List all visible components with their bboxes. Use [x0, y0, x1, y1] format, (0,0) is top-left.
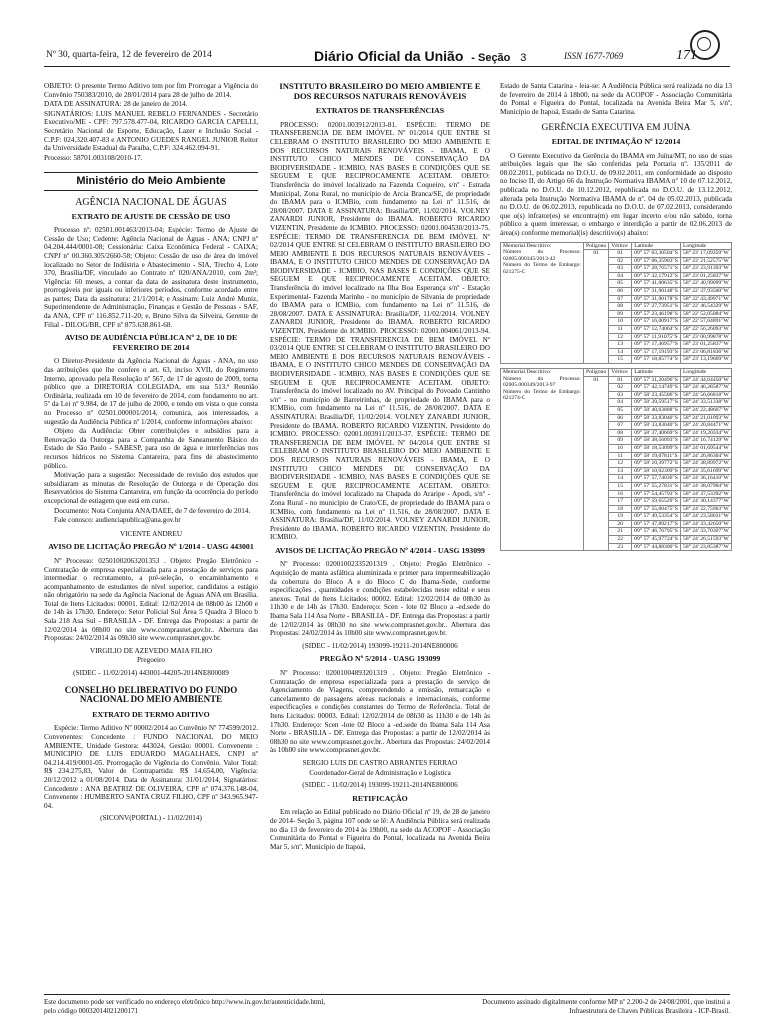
footer-text: Infraestrutura de Chaves Públicas Brasileira - ICP-Brasil. — [569, 1006, 730, 1015]
latitude-cell: 09° 58' 23,45506"S — [632, 391, 681, 399]
vertex-cell: 22 — [609, 536, 632, 544]
vertex-cell: 15 — [609, 356, 632, 364]
signer-name: SERGIO LUIS DE CASTRO ABRANTES FERRAO — [302, 758, 458, 767]
vertex-cell: 03 — [609, 265, 632, 273]
section-title: RETIFICAÇÃO — [352, 793, 408, 803]
column-header: Longitude — [681, 242, 732, 250]
latitude-cell: 09° 57' 46,76795"S — [632, 528, 681, 536]
latitude-cell: 09° 57' 23,46198"S — [632, 310, 681, 318]
coat-of-arms-icon — [690, 30, 720, 60]
longitude-cell: 58° 24' 36,16410"W — [681, 475, 732, 483]
page-footer — [44, 994, 730, 1015]
column-header: Longitude — [681, 369, 732, 377]
latitude-cell: 09° 57' 55,00475"S — [632, 505, 681, 513]
vertex-cell: 09 — [609, 310, 632, 318]
memorial-line: Número do Termo de Embargo: 621275-C — [503, 262, 581, 275]
vertex-cell: 14 — [609, 348, 632, 356]
longitude-cell: 58° 24' 35,61699"W — [681, 467, 732, 475]
section-title: AVISO DE AUDIÊNCIA PÚBLICA Nº 2, DE 10 DE FEVEREIRO DE 2014 — [64, 333, 238, 352]
longitude-cell: 58° 24' 38,07904"W — [681, 482, 732, 490]
latitude-cell: 09° 57' 17,19193"S — [632, 348, 681, 356]
column-header: Polígono — [584, 369, 609, 377]
vertex-cell: 09 — [609, 437, 632, 445]
latitude-cell: 09° 58' 10,39772"S — [632, 460, 681, 468]
footer-text: pelo código 00032014021200171 — [44, 1006, 139, 1015]
sidec-code: (SIDEC - 11/02/2014) 443001-44205-2014NE800089 — [73, 669, 229, 678]
vertex-cell: 15 — [609, 482, 632, 490]
latitude-cell: 09° 58' 38,56093"S — [632, 437, 681, 445]
footer-text: Documento assinado digitalmente conforme MP nº 2.200-2 de 24/08/2001, que institui a — [482, 998, 730, 1006]
vertex-cell: 12 — [609, 460, 632, 468]
vertex-cell: 10 — [609, 444, 632, 452]
polygon-cell: 01 — [584, 376, 609, 551]
column-header: Vértice — [609, 242, 632, 250]
vertex-cell: 16 — [609, 490, 632, 498]
vertex-cell: 01 — [609, 376, 632, 384]
vertex-cell: 10 — [609, 318, 632, 326]
paragraph: SIGNATÁRIOS: LUIS MANUEL REBELO FERNANDES - Secretário Executivo/ME - CPF: 797.578.477-04, RICARDO GARCIA CAPELLI, Secretário Nacional de Esporte, Educação, Lazer e Inclusão Social - C.P.F: 024.320.407-83 e ANTONIO GUEDES RANGEL JUNIOR Reitor da Universidade Estadual da Paraíba, C.P.F: 324.462.094-91. — [44, 109, 258, 153]
vertex-cell: 02 — [609, 384, 632, 392]
journal-name: Diário Oficial da União — [314, 48, 464, 64]
paragraph: Processo nº: 02501.001463/2013-04; Espécie: Termo de Ajuste de Cessão de Uso; Cedente: Agência Nacional de Águas - ANA; CNPJ nº 04.204.444/0001-08; Cessionária: Caixa Econômica Federal - CAIXA; CNPJ nº 00.360.305/2660-58; Objeto: Cessão de uso de área do imóvel localizado no Setor de Indústria e Abastecimento - SIA, Trecho 4, Lote 370, Brasília/DF, vinculado ao Contrato nº 020/ANA/2010, com 2m²; Vigência: 60 meses, a contar da data de assinatura deste instrumento, prorrogáveis por iguais ou inferiores períodos, conforme acordado entre as partes; Data da assinatura: 21/1/2014; e Assinam: Luiz André Muniz, Superintendente de Administração, Finanças e Gestão de Pessoas - SAF, da ANA, CPF nº 116.852.711-20; e, Bruno Silva da Silveira, Gerente de Filial - DILOG/BR, CPF nº 875.638.861-68. — [44, 226, 258, 329]
vertex-cell: 04 — [609, 272, 632, 280]
longitude-cell: 58° 24' 38,89972"W — [681, 460, 732, 468]
vertex-cell: 01 — [609, 250, 632, 258]
vertex-cell: 11 — [609, 452, 632, 460]
memorial-description — [501, 242, 584, 364]
latitude-cell: 09° 58' 40,03888"S — [632, 406, 681, 414]
longitude-cell: 58° 23' 13,19669"W — [681, 356, 732, 364]
memorial-description — [501, 369, 584, 551]
longitude-cell: 58° 22' 52,05084"W — [681, 310, 732, 318]
latitude-cell: 09° 57' 44,88300"S — [632, 543, 681, 551]
column-2 — [270, 82, 490, 852]
vertex-cell: 05 — [609, 280, 632, 288]
longitude-cell: 58° 24' 46,28587"W — [681, 384, 732, 392]
longitude-cell: 58° 23' 23,91393"W — [681, 265, 732, 273]
vertex-cell: 08 — [609, 303, 632, 311]
longitude-cell: 58° 24' 44,64450"W — [681, 376, 732, 384]
latitude-cell: 09° 58' 18,53099"S — [632, 444, 681, 452]
longitude-cell: 58° 24' 33,70307"W — [681, 528, 732, 536]
vertex-cell: 07 — [609, 422, 632, 430]
latitude-cell: 09° 58' 10,02309"S — [632, 467, 681, 475]
column-header: Latitude — [632, 242, 681, 250]
paragraph: Fale conosco: audienciapublica@ana.gov.br — [54, 516, 181, 525]
latitude-cell: 09° 57' 31,20496"S — [632, 376, 681, 384]
vertex-cell: 04 — [609, 399, 632, 407]
vertex-cell: 18 — [609, 505, 632, 513]
longitude-cell: 58° 24' 21,01093"W — [681, 414, 732, 422]
longitude-cell: 58° 22' 46,54329"W — [681, 303, 732, 311]
memorial-line: Número do Processo: 02005.000349/2013-97 — [503, 375, 581, 389]
latitude-cell: 09° 57' 31,90178"S — [632, 295, 681, 303]
paragraph: Processo: 58701.003108/2010-17. — [44, 153, 143, 162]
vertex-cell: 20 — [609, 520, 632, 528]
vertex-cell: 06 — [609, 414, 632, 422]
issue-line: Nº 30, quarta-feira, 12 de fevereiro de 2014 — [46, 50, 212, 60]
paragraph: Nº Processo: 02001002335201319 . Objeto: Pregão Eletrônico - Aquisição de manta asfáltica aluminizada e primer para impermeabilização da cobertura do Bloco A e do Bloco C do Ibama-Sede, conforme especificações , quantidades e condições estabelecidas neste edital e seus anexos. Total de Itens Licitados: 00002. Edital: 12/02/2014 de 08h30 às 11h30 e de 14h às 17h30. Endereço: Scen - lote 02 Bloco a -ed.sede do Ibama Sala 114 Asa Norte - BRASILIA - DF. Entrega das Propostas: a partir de 12/02/2014 às 08h30 no site www.comprasnet.gov.br.. Abertura das Propostas: 24/02/2014 às 10h00 site www.comprasnet.gov.br. — [270, 560, 490, 638]
sidec-code: (SIDEC - 11/02/2014) 193099-19211-2014NE800006 — [302, 781, 458, 790]
latitude-cell: 09° 58' 33,83040"S — [632, 422, 681, 430]
longitude-cell: 58° 24' 01,69544"W — [681, 444, 732, 452]
latitude-cell: 09° 57' 47,89217"S — [632, 520, 681, 528]
column-1 — [44, 82, 258, 824]
memorial-line: Memorial Descritivo: — [503, 369, 552, 375]
memorial-line: Memorial Descritivo: — [503, 242, 552, 249]
section-title: AVISOS DE LICITAÇÃO PREGÃO Nº 4/2014 - UASG 193099 — [275, 545, 485, 555]
page-header — [44, 46, 730, 67]
longitude-cell: 58° 23' 17,09359"W — [681, 250, 732, 258]
longitude-cell: 58° 24' 16,74129"W — [681, 437, 732, 445]
column-header: Latitude — [632, 369, 681, 377]
longitude-cell: 58° 24' 23,85387"W — [681, 543, 732, 551]
sidec-code: (SIDEC - 11/02/2014) 193099-19211-2014NE800006 — [302, 641, 458, 650]
vertex-cell: 05 — [609, 406, 632, 414]
latitude-cell: 09° 58' 39,59517"S — [632, 399, 681, 407]
memorial-table-2 — [500, 368, 732, 551]
latitude-cell: 09° 57' 32,17912"S — [632, 272, 681, 280]
longitude-cell: 58° 22' 57,64891"W — [681, 318, 732, 326]
table-header-row — [501, 242, 732, 250]
vertex-cell: 19 — [609, 513, 632, 521]
page-number: 171 — [676, 48, 697, 63]
agency-title: AGÊNCIA NACIONAL DE ÁGUAS — [75, 196, 227, 208]
longitude-cell: 58° 23' 01,25837"W — [681, 341, 732, 349]
latitude-cell: 09° 57' 27,73951"S — [632, 303, 681, 311]
section-title: EXTRATOS DE TRANSFERÊNCIAS — [315, 106, 445, 116]
vertex-cell: 02 — [609, 257, 632, 265]
latitude-cell: 09° 57' 49,53354"S — [632, 513, 681, 521]
latitude-cell: 09° 57' 28,76571"S — [632, 265, 681, 273]
section-title: EXTRATO DE AJUSTE DE CESSÃO DE USO — [71, 211, 231, 221]
vertex-cell: 17 — [609, 498, 632, 506]
longitude-cell: 58° 24' 22,75963"W — [681, 505, 732, 513]
issn: ISSN 1677-7069 — [564, 51, 624, 61]
paragraph: Espécie: Termo Aditivo Nº 00002/2014 ao Convênio Nº 774599/2012. Convenentes: Concedente : FUNDO NACIONAL DO MEIO AMBIENTE, Unidade Gestora: 443024, Gestão: 00001. Convenente : MUNICIPIO DE LUIS EDUARDO MAGALHAES, CNPJ nº 04.214.419/0001-05. Prorrogação de Vigência do Convênio. Valor Total: R$ 234.275,83, Valor de Contrapartida: R$ 14.654,00, Vigência: 20/12/2012 a 01/08/2014. Data de Assinatura: 31/01/2014, Signatários: Concedente : ANA BEATRIZ DE OLIVEIRA, CPF nº 074.376.148-04, Convenente : HUMBERTO SANTA CRUZ FILHO, CPF nº 343.965.947-04. — [44, 724, 258, 810]
vertex-cell: 06 — [609, 288, 632, 296]
longitude-cell: 58° 22' 40,99099"W — [681, 280, 732, 288]
longitude-cell: 58° 24' 30,14377"W — [681, 498, 732, 506]
paragraph: Motivação para a sugestão: Necessidade de revisão dos estudos que subsidiaram as minutas de Resolução de Outorga e de Operação dos Reservatórios do Sistema Cantareira, em função da ocorrência do período excepcional de estiagem que está em curso. — [44, 471, 258, 505]
longitude-cell: 58° 24' 23,58031"W — [681, 513, 732, 521]
footer-right — [430, 998, 730, 1015]
longitude-cell: 58° 24' 56,66818"W — [681, 391, 732, 399]
latitude-cell: 09° 57' 12,74064"S — [632, 326, 681, 334]
signer-name: VIRGILIO DE AZEVEDO MAIA FILHO — [89, 646, 213, 655]
longitude-cell: 58° 24' 19,20334"W — [681, 429, 732, 437]
latitude-cell: 09° 57' 41,00635"S — [632, 280, 681, 288]
latitude-cell: 09° 57' 45,97724"S — [632, 536, 681, 544]
section-label: - Seção — [471, 52, 511, 64]
vertex-cell: 21 — [609, 528, 632, 536]
longitude-cell: 58° 23' 01,25837"W — [681, 272, 732, 280]
vertex-cell: 03 — [609, 391, 632, 399]
latitude-cell: 09° 58' 19,07811"S — [632, 452, 681, 460]
longitude-cell: 58° 24' 26,86304"W — [681, 452, 732, 460]
latitude-cell: 09° 57' 55,27831"S — [632, 482, 681, 490]
table-header-row — [501, 369, 732, 377]
vertex-cell: 12 — [609, 333, 632, 341]
longitude-cell: 58° 24' 33,42650"W — [681, 520, 732, 528]
longitude-cell: 58° 24' 26,51593"W — [681, 536, 732, 544]
paragraph: OBJETO: O presente Termo Aditivo tem por fim Prorrogar a Vigência do Convênio 750383/2010, de 28/01/2014 para 28 de julho de 2014. — [44, 82, 258, 99]
paragraph: Em relação ao Edital publicado no Diário Oficial nº 19, de 28 de janeiro de 2014- Seção 3, página 107 onde se lê: A Audiência Pública será realizada no dia 13 de fevereiro de 2014 às 19h00, na sede da ACOPOF - Associação Comunitária do Pontal e Figueira do Pontal, localizada na Avenida Beira Mar 5, s/nº, Município de Itapoá, — [270, 808, 490, 851]
paragraph: Estado de Santa Catarina - leia-se: A Audiência Pública será realizada no dia 13 de fevereiro de 2014 à 18h00, na sede da ACOPOF - Associação Comunitária do Pontal e Figueira do Pontal, localizada na Avenida Beira Mar 5, s/nº, Município de Itapoá, Estado de Santa Catarina. — [500, 82, 732, 116]
longitude-cell: 58° 22' 43,49971"W — [681, 295, 732, 303]
latitude-cell: 09° 57' 42,14749"S — [632, 384, 681, 392]
vertex-cell: 08 — [609, 429, 632, 437]
longitude-cell: 58° 24' 22,48607"W — [681, 406, 732, 414]
memorial-line: Número do Termo de Embargo: 621274-C — [503, 388, 581, 402]
footer-left — [44, 998, 344, 1015]
section-title: EXTRATO DE TERMO ADITIVO — [92, 709, 210, 719]
longitude-cell: 58° 23' 21,52575"W — [681, 257, 732, 265]
latitude-cell: 09° 57' 57,74036"S — [632, 475, 681, 483]
polygon-cell: 01 — [584, 250, 609, 364]
latitude-cell: 09° 57' 17,46957"S — [632, 341, 681, 349]
latitude-cell: 09° 57' 16,00917"S — [632, 318, 681, 326]
vertex-cell: 13 — [609, 341, 632, 349]
longitude-cell: 58° 22' 56,26093"W — [681, 326, 732, 334]
paragraph: PROCESSO: 02001.003912/2013-81. ESPÉCIE: TERMO DE TRANSFERENCIA DE BEM IMÓVEL Nº 01/2014 QUE ENTRE SI CELEBRAM O INSTITUTO BRASILEIRO DO MEIO AMBIENTE E DOS RECURSOS NATURAIS RENOVÁVEIS - IBAMA, E O INSTITUTO CHICO MENDES DE CONSERVAÇÃO DA BIODIVERSIDADE - ICMBIO, NAS BASES E CONDIÇÕES QUE SE SEGUEM E QUE RECIPROCAMENTE ACEITAM. OBJETO: Transferência do imóvel localizado na Fazenda Coqueiro, s/nº - Estrada Municipal, Zona Rural, no município de Arcia Branca/SE, de propriedade do IBAMA para o ICMBio, com fundamento na Lei nº 11.516, de 28/08/2007. DATA E ASSINATURA: Brasília/DF, 11/02/2014. VOLNEY ZANARDI JUNIOR, Presidente do IBAMA. ROBERTO RICARDO VIZENTIN, Presidente do ICMBIO. PROCESSO: 02001.004530/2013-75. ESPÉCIE: TERMO DE TRANSFERENCIA DE BEM IMÓVEL Nº 02/2014 QUE ENTRE SI CELEBRAM O INSTITUTO BRASILEIRO DO MEIO AMBIENTE E DOS RECURSOS NATURAIS RENOVÁVEIS - IBAMA, E O INSTITUTO CHICO MENDES DE CONSERVAÇÃO DA BIODIVERSIDADE - ICMBIO, NAS BASES E CONDIÇÕES QUE SE SEGUEM E QUE RECIPROCAMENTE ACEITAM. OBJETO: Transferência do imóvel localizado na Ilha Boa Esperança s/nº - Estação Experimental- Fazenda Marinho - no município de Silvania de propriedade do IBAMA para o ICMBio, com fundamento na Lei nº 11.516, de 28/08/2007. DATA E ASSINATURA: Brasília/DF, 11/02/2014. VOLNEY ZANARDI JUNIOR, Presidente do IBAMA. ROBERTO RICARDO VIZENTIN, Presidente do ICMBIO. PROCESSO: 02001.004061/2013-94. ESPÉCIE: TERMO DE TRANSFERENCIA DE BEM IMÓVEL Nº 03/2014 QUE ENTRE SI CELEBRAM O INSTITUTO BRASILEIRO DO MEIO AMBIENTE E DOS RECURSOS NATURAIS RENOVÁVEIS - IBAMA, E O INSTITUTO CHICO MENDES DE CONSERVAÇÃO DA BIODIVERSIDADE - ICMBIO, NAS BASES E CONDIÇÕES QUE SE SEGUEM E QUE RECIPROCAMENTE ACEITAM. OBJETO: Transferência do imóvel localizado no AV. Principal do Povoado Cantinho s/nº - no município de Barreirinhas, de propriedade do IBAMA para o ICMBio, com fundamento na Lei nº 11.516, de 28/08/2007. DATA E ASSINATURA: Brasília/DF, 11/02/2014. VOLNEY ZANARDI JUNIOR, Presidente do IBAMA. ROBERTO RICARDO VIZENTIN, Presidente do ICMBIO. PROCESSO: 02001.003911/2013-37. ESPÉCIE: TERMO DE TRANSFERENCIA DE BEM IMÓVEL Nº 04/2014 QUE ENTRE SI CELEBRAM O INSTITUTO BRASILEIRO DO MEIO AMBIENTE E DOS RECURSOS NATURAIS RENOVÁVEIS - IBAMA, E O INSTITUTO CHICO MENDES DE CONSERVAÇÃO DA BIODIVERSIDADE - ICMBIO, NAS BASES E CONDIÇÕES QUE SE SEGUEM E QUE RECIPROCAMENTE ACEITAM. OBJETO: Transferência do imóvel localizado na Chapada do Araripe - Apodi, s/nº - Zona Rural - no município de Crato/CE, de propriedade do IBAMA para o ICMBio, com fundamento na Lei nº 11.516, de 28/08/2007. DATA E ASSINATURA: Brasília/DF, 11/02/2014. VOLNEY ZANARDI JUNIOR, Presidente do IBAMA. ROBERTO RICARDO VIZENTIN, Presidente do ICMBIO. — [270, 120, 490, 542]
ministry-title: Ministério do Meio Ambiente — [44, 172, 258, 191]
section-title: AVISO DE LICITAÇÃO PREGÃO Nº 1/2014 - UASG 443001 — [48, 542, 254, 552]
longitude-cell: 58° 24' 20,84471"W — [681, 422, 732, 430]
vertex-cell: 23 — [609, 543, 632, 551]
paragraph: Objeto da Audiência: Obter contribuições e subsídios para a Renovação da Outorga para a Companhia de Saneamento Básico do Estado de São Paulo - SABESP, para uso de água e interferências nos recursos hídricos no Sistema Cantareira, para fins de abastecimento público. — [44, 427, 258, 470]
section-title: PREGÃO Nº 5/2014 - UASG 193099 — [319, 654, 441, 664]
vertex-cell: 11 — [609, 326, 632, 334]
memorial-table-1 — [500, 242, 732, 365]
memorial-line: Número do Processo: 02005.000345/2013-42 — [503, 249, 581, 262]
column-header: Polígono — [584, 242, 609, 250]
paragraph: Nº Processo: 02001004893201319 . Objeto: Pregão Eletrônico - Contratação de empresa especializada para a prestação de serviço de Agenciamento de Viagens, compreendendo a emissão, remarcação e cancelamento de passagens aéreas nacionais e internacionais, conforme especificações e condições constantes do Termo de Referência. Total de Itens Licitados: 00003. Edital: 12/02/2014 de 08h30 às 11h30 e de 14h às 17h30. Endereço: Scen -lote 02 Bloco a -ed.sede do Ibama Sala 114 Asa Norte - BRASILIA - DF. Entrega das Propostas: a partir de 12/02/2014 às 08h30 no site www.comprasnet.gov.br.. Abertura das Propostas: 24/02/2014 às 10h00 site www.comprasnet.gov.br. — [270, 669, 490, 755]
longitude-cell: 58° 24' 37,53392"W — [681, 490, 732, 498]
paragraph: Documento: Nota Conjunta ANA/DAEE, de 7 de fevereiro de 2014. — [54, 506, 251, 515]
longitude-cell: 58° 22' 37,93500"W — [681, 288, 732, 296]
latitude-cell: 09° 58' 33,83040"S — [632, 414, 681, 422]
paragraph: O Gerente Executivo da Gerência do IBAMA em Juína/MT, no uso de suas atribuições legais que lhe são conferidas pela Portaria nº. 135/2011 de 08.02.2011, publicada no D.O.U. de 09.02.2011, em conformidade ao disposto no Inciso II, do Artigo 66 da Instrução Normativa IBAMA nº 10 de 07.12.2012, publicada no D.O.U. de 10.12.2012, republicada no D.O.U. de 13.12.2012, alterada pela Instrução Normativa IBAMA de nº. 04 de 05.02.2013, publicada no D.O.U. de 06.02.2013, republicada no D.O.U. de 07.02.2013, considerando que o(s) infrator(es) se encontra(m) em lugar incerto e/ou não sabido, torna público a quem interessar, o embargo e interdição a partir de 02.06.2013 de área(s) conforme memorial(is) descritivo(s) abaixo: — [500, 151, 732, 237]
section-title: EDITAL DE INTIMAÇÃO Nº 12/2014 — [551, 136, 681, 146]
section-title: GERÊNCIA EXECUTIVA EM JUÍNA — [541, 123, 691, 134]
section-number: 3 — [520, 52, 527, 64]
vertex-cell: 07 — [609, 295, 632, 303]
section-title: CONSELHO DELIBERATIVO DO FUNDO NACIONAL DO MEIO AMBIENTE — [64, 684, 238, 705]
section-title: INSTITUTO BRASILEIRO DO MEIO AMBIENTE E DOS RECURSOS NATURAIS RENOVÁVEIS — [279, 81, 481, 101]
latitude-cell: 09° 57' 11,91075"S — [632, 333, 681, 341]
latitude-cell: 09° 57' 31,90148"S — [632, 288, 681, 296]
column-3 — [500, 82, 732, 551]
longitude-cell: 58° 23' 06,81836"W — [681, 348, 732, 356]
latitude-cell: 09° 58' 37,40669"S — [632, 429, 681, 437]
paragraph: DATA DE ASSINATURA: 28 de janeiro de 2014. — [44, 100, 188, 109]
latitude-cell: 09° 57' 54,45793"S — [632, 490, 681, 498]
signer-role: Coordenador-Geral de Administração e Logística — [309, 768, 451, 777]
paragraph: O Diretor-Presidente da Agência Nacional de Águas - ANA, no uso das atribuições que lhe confere o art. 63, inciso XVII, do Regimento Interno, aprovado pela Resolução nº 567, de 17 de agosto de 2009, torna público que a DIRETORIA COLEGIADA, em sua 513.ª Reunião Ordinária, realizada em 10 de fevereiro de 2014, com fundamento no art. 5º da Lei nº 9.984, de 17 de julho de 2000, e tendo em vista o que consta no Processo nº 02501.000001/2014, comunica, aos interessados, a sugestão da Audiência Pública nº 1/2014, conforme informações abaixo: — [44, 357, 258, 426]
latitude-cell: 09° 57' 59,65529"S — [632, 498, 681, 506]
paragraph: Nº Processo: 02501002063201353 . Objeto: Pregão Eletrônico - Contratação de empresa especializada para a prestação de serviços para intermediar o recrutamento, a pré-seleção, o encaminhamento e acompanhamento de estudantes de nível superior, candidatos a estágio não obrigatório na sede da Agência Nacional de Águas ANA em Brasília. Total de Itens Licitados: 00001. Edital: 12/02/2014 de 08h00 às 12h00 e de 14h às 17h30. Endereço: Setor Policial Sul Área 5 Quadra 3 Bloco b Sala 218 Asa Sul - BRASILIA - DF. Entrega das Propostas: a partir de 12/02/2014 às 08h00 no site www.comprasnet.gov.br.. Abertura das Propostas: 24/02/2014 às 09h30 site www.comprasnet.gov.br. — [44, 556, 258, 643]
signer-role: Pregoeiro — [137, 656, 165, 665]
vertex-cell: 13 — [609, 467, 632, 475]
longitude-cell: 58° 23' 00,99878"W — [681, 333, 732, 341]
siconv-code: (SICONV(PORTAL) - 11/02/2014) — [100, 814, 202, 823]
footer-text: Este documento pode ser verificado no endereço eletrônico http://www.in.gov.br/autenticidade.html, — [44, 998, 326, 1006]
column-header: Vértice — [609, 369, 632, 377]
latitude-cell: 09° 57' 03,30504"S — [632, 250, 681, 258]
latitude-cell: 09° 57' 18,85774"S — [632, 356, 681, 364]
vertex-cell: 14 — [609, 475, 632, 483]
longitude-cell: 58° 24' 33,51338"W — [681, 399, 732, 407]
latitude-cell: 09° 57' 06,35903"S — [632, 257, 681, 265]
journal-title — [314, 48, 526, 64]
signer-name: VICENTE ANDREU — [119, 529, 183, 538]
